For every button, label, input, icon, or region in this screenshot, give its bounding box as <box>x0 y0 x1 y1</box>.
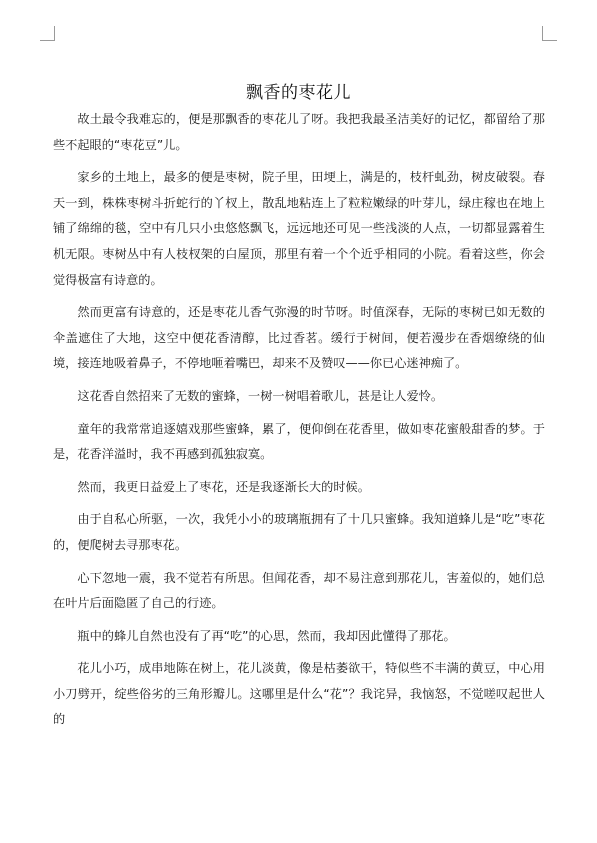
paragraph: 由于自私心所驱，一次，我凭小小的玻璃瓶拥有了十几只蜜蜂。我知道蜂儿是“吃”枣花的，便爬树去寻那枣花。 <box>53 512 545 552</box>
paragraph: 故土最令我难忘的，便是那飘香的枣花儿了呀。我把我最圣洁美好的记忆，都留给了那些不起眼的“枣花豆”儿。 <box>53 112 545 152</box>
paragraph: 家乡的土地上，最多的便是枣树，院子里，田埂上，满是的，枝杆虬劲，树皮破裂。春天一到，株株枣树斗折蛇行的丫杈上，散乱地粘连上了粒粒嫩绿的叶芽儿，绿庄稼也在地上铺了绵绵的毯，空中有几只小虫悠悠飘飞，远远地还可见一些浅淡的人点，一切都显露着生机无限。枣树丛中有人枝杈架的白屋顶，那里有着一个个近乎相同的小院。看着这些，你会觉得极富有诗意的。 <box>53 170 545 287</box>
paragraph: 童年的我常常追逐嬉戏那些蜜蜂，累了，便仰倒在花香里，做如枣花蜜般甜香的梦。于是，花香洋溢时，我不再感到孤独寂寞。 <box>53 421 545 462</box>
document-body <box>53 107 545 740</box>
paragraph: 心下忽地一震，我不觉若有所思。但闻花香，却不易注意到那花儿，害羞似的，她们总在叶片后面隐匿了自己的行迹。 <box>53 570 545 611</box>
paragraph: 花儿小巧，成串地陈在树上，花儿淡黄，像是枯萎欲干，特似些不丰满的黄豆，中心用小刀劈开，绽些俗劣的三角形瓣儿。这哪里是什么“花”？我诧异，我恼怒，不觉嗟叹起世人的 <box>53 661 545 727</box>
paragraph: 然而，我更日益爱上了枣花，还是我逐渐长大的时候。 <box>77 479 370 494</box>
paragraph: 这花香自然招来了无数的蜜蜂，一树一树唱着歌儿，甚是让人爱怜。 <box>77 388 444 403</box>
paragraph: 瓶中的蜂儿自然也没有了再“吃”的心思，然而，我却因此懂得了那花。 <box>77 628 456 643</box>
document-title: 飘香的枣花儿 <box>246 83 351 103</box>
page-corner-mark-top-right <box>542 26 557 41</box>
paragraph: 然而更富有诗意的，还是枣花儿香气弥漫的时节呀。时值深春，无际的枣树已如无数的伞盖遮住了大地，这空中便花香清醇，比过香茗。缓行于树间，便若漫步在香烟缭绕的仙境，接连地吸着鼻子，不停地咂着嘴巴，却来不及赞叹——你已心迷神痴了。 <box>53 305 545 371</box>
page-corner-mark-top-left <box>40 26 55 41</box>
